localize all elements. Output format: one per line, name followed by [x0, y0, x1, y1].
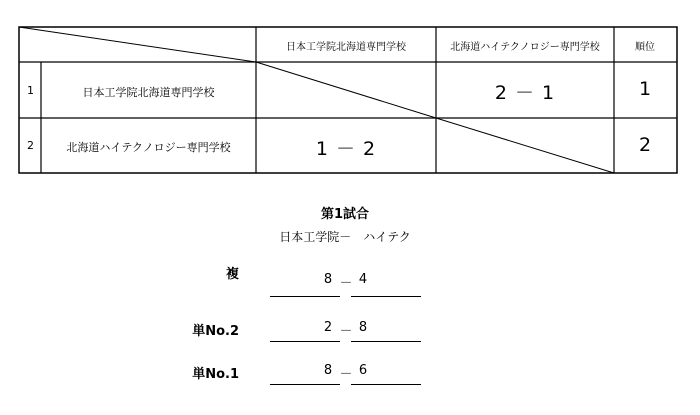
game-score-left: 8: [323, 272, 333, 287]
game-score-left: 8: [323, 363, 333, 378]
match-subtitle: 日本工学院－ ハイテク: [279, 230, 411, 244]
row-team-name: 日本工学院北海道専門学校: [82, 86, 215, 99]
row-number: 1: [27, 84, 34, 97]
row-number: 2: [27, 139, 34, 152]
score-underline: [270, 341, 340, 342]
game-score-separator: －: [339, 276, 353, 291]
score-underline: [270, 296, 340, 297]
score-underline: [351, 384, 421, 385]
row-team-name: 北海道ハイテクノロジー専門学校: [66, 141, 231, 154]
header-diagonal: [19, 27, 256, 62]
row-rank: 1: [638, 78, 652, 100]
game-score-right-value: 6: [358, 363, 368, 378]
header-team-2: 北海道ハイテクノロジー専門学校: [450, 42, 600, 53]
header-team-1: 日本工学院北海道専門学校: [286, 42, 406, 53]
row-rank: 2: [638, 134, 652, 156]
score-underline: [351, 341, 421, 342]
score-underline: [351, 296, 421, 297]
game-score-right-value: 8: [358, 320, 368, 335]
game-label: 単No.1: [192, 367, 239, 382]
game-score-left: 2: [323, 320, 333, 335]
score-underline: [270, 384, 340, 385]
match-title: 第1試合: [320, 207, 370, 222]
game-label: 単No.2: [192, 324, 239, 339]
header-rank: 順位: [635, 42, 655, 53]
game-score-right-value: 4: [358, 272, 368, 287]
game-label: 複: [225, 267, 239, 282]
game-score-separator: －: [339, 367, 353, 382]
match-result: 1 － 2: [315, 138, 377, 160]
self-match-diagonal-1: [256, 62, 436, 118]
self-match-diagonal-2: [436, 118, 614, 173]
game-score-separator: －: [339, 324, 353, 339]
match-result: 2 － 1: [494, 82, 556, 104]
